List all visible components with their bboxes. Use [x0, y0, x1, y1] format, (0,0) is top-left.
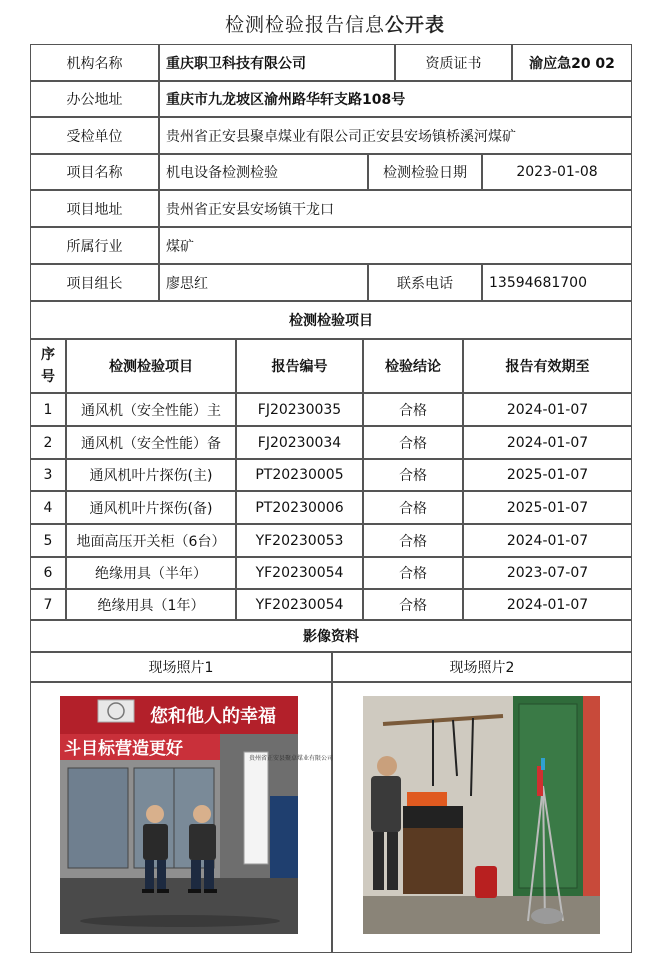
table-row — [30, 524, 632, 557]
title-main: 检测检验报告信息 — [224, 14, 385, 36]
row-org — [30, 44, 632, 81]
item-name: 通风机（安全性能）备 — [66, 426, 236, 459]
item-result: 合格 — [363, 524, 463, 557]
site-photo-2 — [363, 696, 600, 934]
sign-top-text: 您和他人的幸福 — [150, 706, 276, 727]
item-result: 合格 — [363, 426, 463, 459]
plaque-text — [249, 754, 333, 762]
item-valid: 2025-01-07 — [463, 491, 632, 524]
sign-middle-text: 斗目标营造更好 — [64, 739, 183, 759]
item-seq: 3 — [30, 459, 66, 491]
unit-value: 贵州省正安县聚卓煤业有限公司正安县安场镇桥溪河煤矿 — [159, 117, 632, 154]
item-seq: 2 — [30, 426, 66, 459]
unit-label: 受检单位 — [30, 117, 159, 154]
header-item: 检测检验项目 — [66, 339, 236, 393]
addr-value: 重庆市九龙坡区渝州路华轩支路108号 — [159, 81, 632, 117]
org-value: 重庆职卫科技有限公司 — [159, 44, 395, 81]
header-seq-a: 序 — [41, 347, 55, 363]
site-label: 项目地址 — [30, 190, 159, 227]
item-report: YF20230054 — [236, 589, 363, 620]
item-name: 通风机叶片探伤(备) — [66, 491, 236, 524]
page-title — [0, 10, 670, 37]
item-report: YF20230053 — [236, 524, 363, 557]
header-valid: 报告有效期至 — [463, 339, 632, 393]
item-seq: 5 — [30, 524, 66, 557]
row-site — [30, 190, 632, 227]
item-name: 通风机（安全性能）主 — [66, 393, 236, 426]
header-report: 报告编号 — [236, 339, 363, 393]
item-result: 合格 — [363, 589, 463, 620]
item-result: 合格 — [363, 459, 463, 491]
item-report: YF20230054 — [236, 557, 363, 589]
header-seq-b: 号 — [41, 369, 55, 385]
photo-labels-row — [30, 652, 632, 682]
item-name: 通风机叶片探伤(主) — [66, 459, 236, 491]
org-label: 机构名称 — [30, 44, 159, 81]
date-value: 2023-01-08 — [482, 154, 632, 190]
leader-label: 项目组长 — [30, 264, 159, 301]
phone-value: 13594681700 — [482, 264, 632, 301]
items-section-title: 检测检验项目 — [30, 301, 632, 339]
item-valid: 2023-07-07 — [463, 557, 632, 589]
item-seq: 6 — [30, 557, 66, 589]
plaque-text-line: 贵州省正安县聚卓煤业有限公司 — [249, 755, 334, 762]
item-valid: 2024-01-07 — [463, 393, 632, 426]
item-report: FJ20230034 — [236, 426, 363, 459]
cert-label: 资质证书 — [395, 44, 512, 81]
proj-value: 机电设备检测检验 — [159, 154, 368, 190]
item-valid: 2024-01-07 — [463, 524, 632, 557]
item-seq: 1 — [30, 393, 66, 426]
items-header-row — [30, 339, 632, 393]
table-row — [30, 589, 632, 620]
photo2-label: 现场照片2 — [332, 652, 632, 682]
phone-label: 联系电话 — [368, 264, 482, 301]
item-seq: 7 — [30, 589, 66, 620]
photo1-label: 现场照片1 — [30, 652, 332, 682]
item-valid: 2024-01-07 — [463, 589, 632, 620]
date-label: 检测检验日期 — [368, 154, 482, 190]
item-valid: 2025-01-07 — [463, 459, 632, 491]
row-unit — [30, 117, 632, 154]
items-section-row — [30, 301, 632, 339]
table-row — [30, 557, 632, 589]
item-report: PT20230006 — [236, 491, 363, 524]
item-name: 绝缘用具（半年） — [66, 557, 236, 589]
item-result: 合格 — [363, 557, 463, 589]
item-name: 地面高压开关柜（6台） — [66, 524, 236, 557]
leader-value: 廖思红 — [159, 264, 368, 301]
site-value: 贵州省正安县安场镇干龙口 — [159, 190, 632, 227]
table-row — [30, 426, 632, 459]
header-seq — [30, 339, 66, 393]
cert-value: 渝应急20 02 — [512, 44, 632, 81]
table-row — [30, 393, 632, 426]
industry-label: 所属行业 — [30, 227, 159, 264]
proj-label: 项目名称 — [30, 154, 159, 190]
header-result: 检验结论 — [363, 339, 463, 393]
item-result: 合格 — [363, 393, 463, 426]
item-name: 绝缘用具（1年） — [66, 589, 236, 620]
item-report: FJ20230035 — [236, 393, 363, 426]
row-leader — [30, 264, 632, 301]
industry-value: 煤矿 — [159, 227, 632, 264]
site-photo-1 — [60, 696, 334, 934]
row-address — [30, 81, 632, 117]
row-project — [30, 154, 632, 190]
title-bold: 公开表 — [385, 14, 446, 36]
item-seq: 4 — [30, 491, 66, 524]
item-report: PT20230005 — [236, 459, 363, 491]
item-valid: 2024-01-07 — [463, 426, 632, 459]
table-row — [30, 491, 632, 524]
table-row — [30, 459, 632, 491]
row-industry — [30, 227, 632, 264]
images-section-row — [30, 620, 632, 652]
item-result: 合格 — [363, 491, 463, 524]
addr-label: 办公地址 — [30, 81, 159, 117]
images-section-title: 影像资料 — [30, 620, 632, 652]
